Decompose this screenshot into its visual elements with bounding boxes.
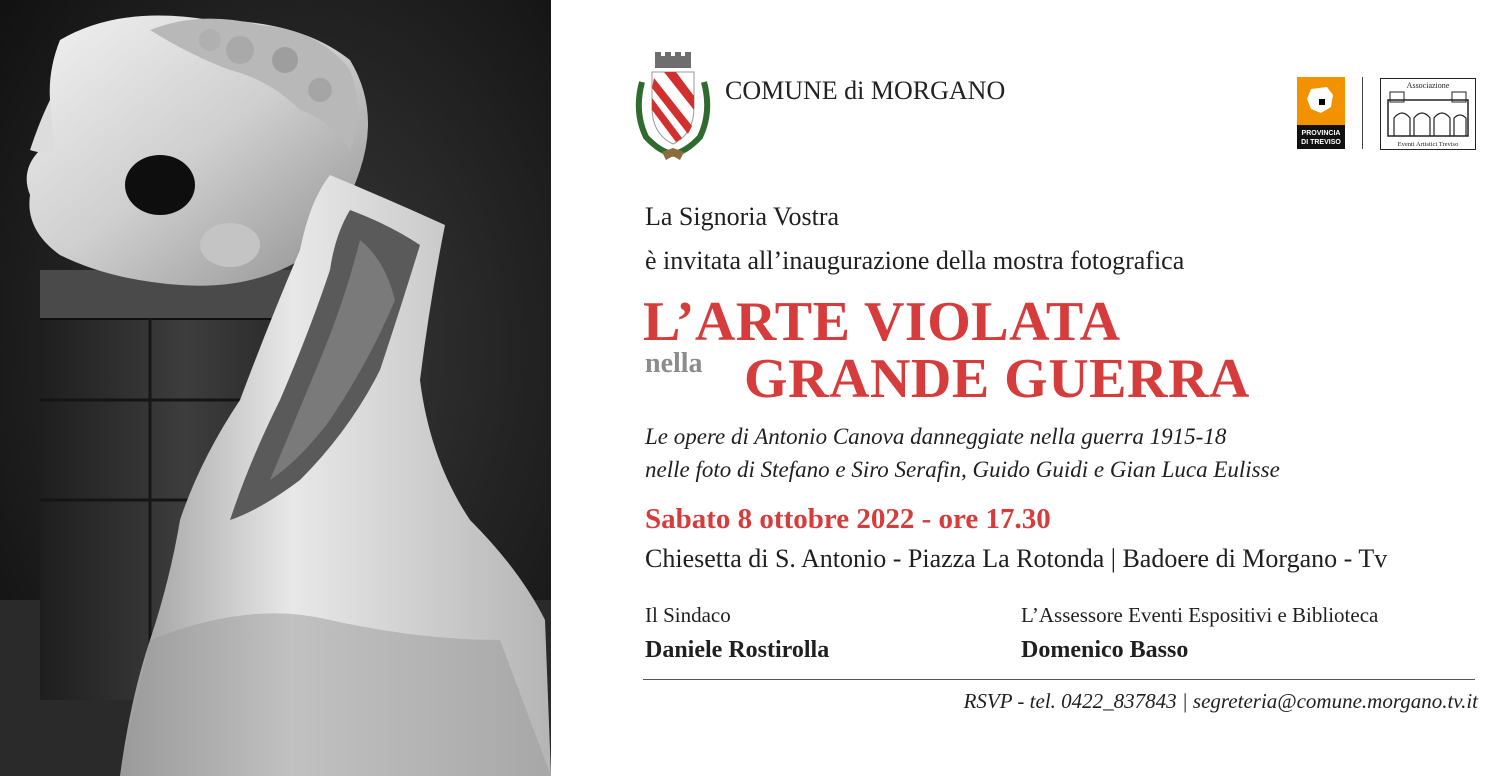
footer-divider [643,679,1475,680]
signatory-name: Domenico Basso [1021,637,1189,663]
signatory-name: Daniele Rostirolla [645,637,830,663]
title-connector: nella [645,348,703,379]
exhibition-subtitle: Le opere di Antonio Canova danneggiate nella guerra 1915-18 [645,424,1227,449]
exhibition-title-sub: GRANDE GUERRA [744,348,1250,410]
salutation: La Signoria Vostra [645,202,840,231]
event-venue: Chiesetta di S. Antonio - Piazza La Rotonda | Badoere di Morgano - Tv [645,544,1388,573]
provincia-treviso-logo [1297,77,1345,149]
signatory-role: L’Assessore Eventi Espositivi e Biblioteca [1021,603,1379,627]
rsvp-contact: RSVP - tel. 0422_837843 | segreteria@comune.morgano.tv.it [963,689,1478,713]
svg-text:Eventi Artistici Treviso: Eventi Artistici Treviso [1397,141,1459,148]
associazione-eventi-logo [1380,78,1476,150]
svg-text:PROVINCIA: PROVINCIA [1301,130,1341,137]
sculpture-photo [0,0,551,776]
svg-text:DI TREVISO: DI TREVISO [1301,139,1341,146]
coat-of-arms-icon [632,52,714,162]
invitation-line: è invitata all’inaugurazione della mostra fotografica [645,246,1185,275]
signatory-role: Il Sindaco [645,603,731,627]
svg-text:Associazione: Associazione [1406,81,1450,90]
exhibition-title: L’ARTE VIOLATA [643,291,1121,353]
logo-divider [1362,77,1363,149]
event-date-time: Sabato 8 ottobre 2022 - ore 17.30 [645,503,1051,535]
photographers-credit: nelle foto di Stefano e Siro Serafin, Guido Guidi e Gian Luca Eulisse [645,457,1280,482]
municipality-name: COMUNE di MORGANO [725,76,1006,105]
